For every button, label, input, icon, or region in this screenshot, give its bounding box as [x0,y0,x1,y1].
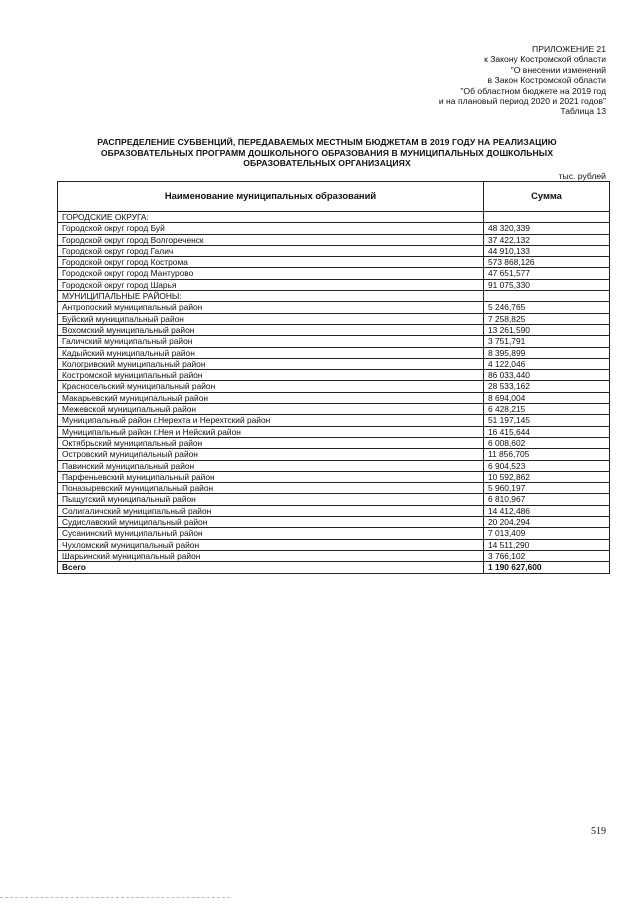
municipality-name-cell: Межевской муниципальный район [58,404,484,415]
amount-cell: 7 013,409 [484,528,610,539]
municipality-name-cell: Шарьинский муниципальный район [58,550,484,561]
table-row [58,505,610,516]
amount-cell: 14 412,486 [484,505,610,516]
title-line: ОБРАЗОВАТЕЛЬНЫХ ПРОГРАММ ДОШКОЛЬНОГО ОБРАЗОВАНИЯ В МУНИЦИПАЛЬНЫХ ДОШКОЛЬНЫХ [100,147,554,158]
table-row [58,550,610,561]
amount-cell: 6 428,215 [484,404,610,415]
table-row [58,336,610,347]
table-row [58,483,610,494]
table-row [58,302,610,313]
appendix-line: "О внесении изменений [510,64,606,75]
municipality-name-cell: Городской округ город Кострома [58,257,484,268]
table-row [58,223,610,234]
title-line: РАСПРЕДЕЛЕНИЕ СУБВЕНЦИЙ, ПЕРЕДАВАЕМЫХ МЕСТНЫМ БЮДЖЕТАМ В 2019 ГОДУ НА РЕАЛИЗАЦИЮ [97,137,557,147]
municipality-name-cell: Красносельский муниципальный район [58,381,484,392]
amount-cell: 13 261,590 [484,324,610,335]
municipality-name-cell: Буйский муниципальный район [58,313,484,324]
municipality-name-cell: Островский муниципальный район [58,449,484,460]
amount-cell: 5 960,197 [484,483,610,494]
appendix-line: и на плановый период 2020 и 2021 годов" [438,96,606,107]
municipality-name-cell: Городской округ город Мантурово [58,268,484,279]
appendix-line: "Об областном бюджете на 2019 год [460,85,606,96]
table-row [58,404,610,415]
table-row [58,347,610,358]
amount-cell: 10 592,862 [484,471,610,482]
amount-cell: 14 511,290 [484,539,610,550]
appendix-line: ПРИЛОЖЕНИЕ 21 [532,44,606,54]
subsidy-table [57,181,610,574]
amount-cell: 573 868,126 [484,257,610,268]
column-header-amount: Сумма [484,182,610,212]
amount-cell: 4 122,046 [484,358,610,369]
amount-cell: 3 766,102 [484,550,610,561]
amount-cell: 91 075,330 [484,279,610,290]
municipality-name-cell: Судиславский муниципальный район [58,517,484,528]
amount-cell: 20 204,294 [484,517,610,528]
amount-cell [484,212,610,223]
municipality-name-cell: Октябрьский муниципальный район [58,437,484,448]
amount-cell: 28 533,162 [484,381,610,392]
amount-cell: 16 415,644 [484,426,610,437]
table-row [58,494,610,505]
municipality-name-cell: Городской округ город Галич [58,245,484,256]
table-row [58,268,610,279]
amount-cell: 48 320,339 [484,223,610,234]
municipality-name-cell: Галичский муниципальный район [58,336,484,347]
column-header-name: Наименование муниципальных образований [58,182,484,212]
amount-cell: 7 258,825 [484,313,610,324]
municipality-name-cell: Сусанинский муниципальный район [58,528,484,539]
table-row [58,324,610,335]
table-row [58,313,610,324]
appendix-line: к Закону Костромской области [484,54,606,65]
municipality-name-cell: Муниципальный район г.Нея и Нейский район [58,426,484,437]
table-row [58,517,610,528]
amount-cell: 86 033,440 [484,370,610,381]
table-row [58,437,610,448]
amount-cell: 3 751,791 [484,336,610,347]
table-body [58,212,610,574]
municipality-name-cell: Городской округ город Буй [58,223,484,234]
amount-cell: 47 651,577 [484,268,610,279]
amount-cell: 8 395,899 [484,347,610,358]
municipality-name-cell: МУНИЦИПАЛЬНЫЕ РАЙОНЫ: [58,291,484,302]
municipality-name-cell: Чухломский муниципальный район [58,539,484,550]
amount-cell: 11 856,705 [484,449,610,460]
amount-cell [484,291,610,302]
document-title [62,137,592,169]
table-row [58,415,610,426]
table-row [58,212,610,223]
municipality-name-cell: Костромской муниципальный район [58,370,484,381]
municipality-name-cell: Муниципальный район г.Нерехта и Нерехтский район [58,415,484,426]
amount-cell: 51 197,145 [484,415,610,426]
municipality-name-cell: Кадыйский муниципальный район [58,347,484,358]
municipality-name-cell: Кологривский муниципальный район [58,358,484,369]
appendix-line: в Закон Костромской области [487,75,606,86]
total-row [58,562,610,573]
municipality-name-cell: Павинский муниципальный район [58,460,484,471]
municipality-name-cell: Пыщугский муниципальный район [58,494,484,505]
table-row [58,245,610,256]
table-row [58,370,610,381]
page-number: 519 [591,826,606,837]
municipality-name-cell: Поназыревский муниципальный район [58,483,484,494]
amount-cell: 37 422,132 [484,234,610,245]
amount-cell: 6 810,967 [484,494,610,505]
amount-cell: 6 008,602 [484,437,610,448]
table-row [58,539,610,550]
title-line: ОБРАЗОВАТЕЛЬНЫХ ОРГАНИЗАЦИЯХ [243,158,411,169]
amount-cell: 44 910,133 [484,245,610,256]
table-row [58,460,610,471]
table-row [58,279,610,290]
table-row [58,392,610,403]
table-row [58,234,610,245]
municipality-name-cell: Макарьевский муниципальный район [58,392,484,403]
table-row [58,358,610,369]
municipality-name-cell: Вохомский муниципальный район [58,324,484,335]
total-amount: 1 190 627,600 [484,562,610,573]
table-row [58,471,610,482]
total-label: Всего [58,562,484,573]
table-row [58,291,610,302]
municipality-name-cell: Городской округ город Волгореченск [58,234,484,245]
footer-divider [0,897,230,898]
amount-cell: 8 694,004 [484,392,610,403]
municipality-name-cell: Парфеньевский муниципальный район [58,471,484,482]
table-row [58,257,610,268]
appendix-line: Таблица 13 [560,106,606,117]
municipality-name-cell: ГОРОДСКИЕ ОКРУГА: [58,212,484,223]
table-row [58,381,610,392]
table-row [58,528,610,539]
appendix-heading [286,44,606,117]
table-row [58,449,610,460]
municipality-name-cell: Антропоский муниципальный район [58,302,484,313]
unit-label: тыс. рублей [558,171,606,181]
amount-cell: 6 904,523 [484,460,610,471]
municipality-name-cell: Солигаличский муниципальный район [58,505,484,516]
table-row [58,426,610,437]
table-header-row [58,182,610,212]
municipality-name-cell: Городской округ город Шарья [58,279,484,290]
amount-cell: 5 246,765 [484,302,610,313]
